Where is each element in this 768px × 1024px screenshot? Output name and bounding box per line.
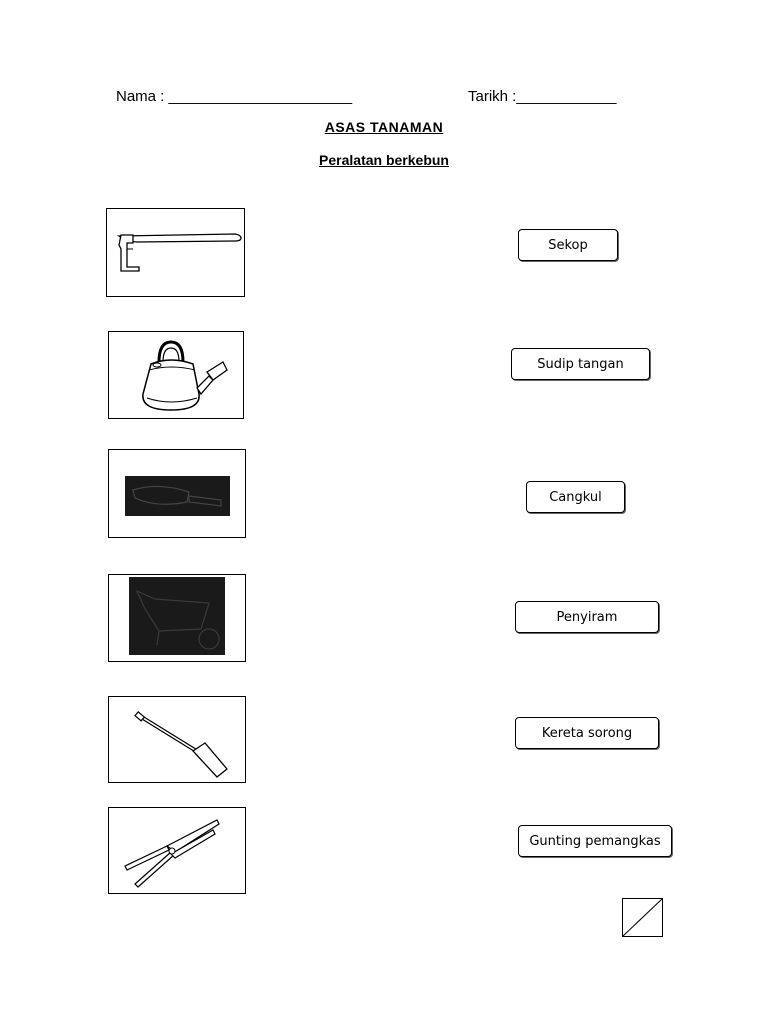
date-field-line: Tarikh :____________ <box>468 88 617 105</box>
slash-box-icon <box>622 898 663 937</box>
hand-trowel-icon <box>109 450 245 537</box>
picture-box-pruning-shears <box>108 807 246 894</box>
picture-box-shovel <box>108 696 246 783</box>
label-sekop[interactable]: Sekop <box>518 229 618 261</box>
label-cangkul[interactable]: Cangkul <box>526 481 625 513</box>
page-title: ASAS TANAMAN <box>324 119 444 135</box>
picture-box-watering-can <box>108 331 244 419</box>
hoe-icon <box>107 209 244 296</box>
page-subtitle: Peralatan berkebun <box>319 152 449 168</box>
shovel-icon <box>109 697 245 782</box>
label-sudip-tangan[interactable]: Sudip tangan <box>511 348 650 380</box>
label-gunting-pemangkas[interactable]: Gunting pemangkas <box>518 825 672 857</box>
picture-box-wheelbarrow <box>108 574 246 662</box>
picture-box-hoe <box>106 208 245 297</box>
picture-box-hand-trowel <box>108 449 246 538</box>
name-field-line: Nama : ______________________ <box>116 88 353 105</box>
pruning-shears-icon <box>109 808 245 893</box>
label-kereta-sorong[interactable]: Kereta sorong <box>515 717 659 749</box>
wheelbarrow-icon <box>109 575 245 661</box>
watering-can-icon <box>109 332 243 418</box>
label-penyiram[interactable]: Penyiram <box>515 601 659 633</box>
